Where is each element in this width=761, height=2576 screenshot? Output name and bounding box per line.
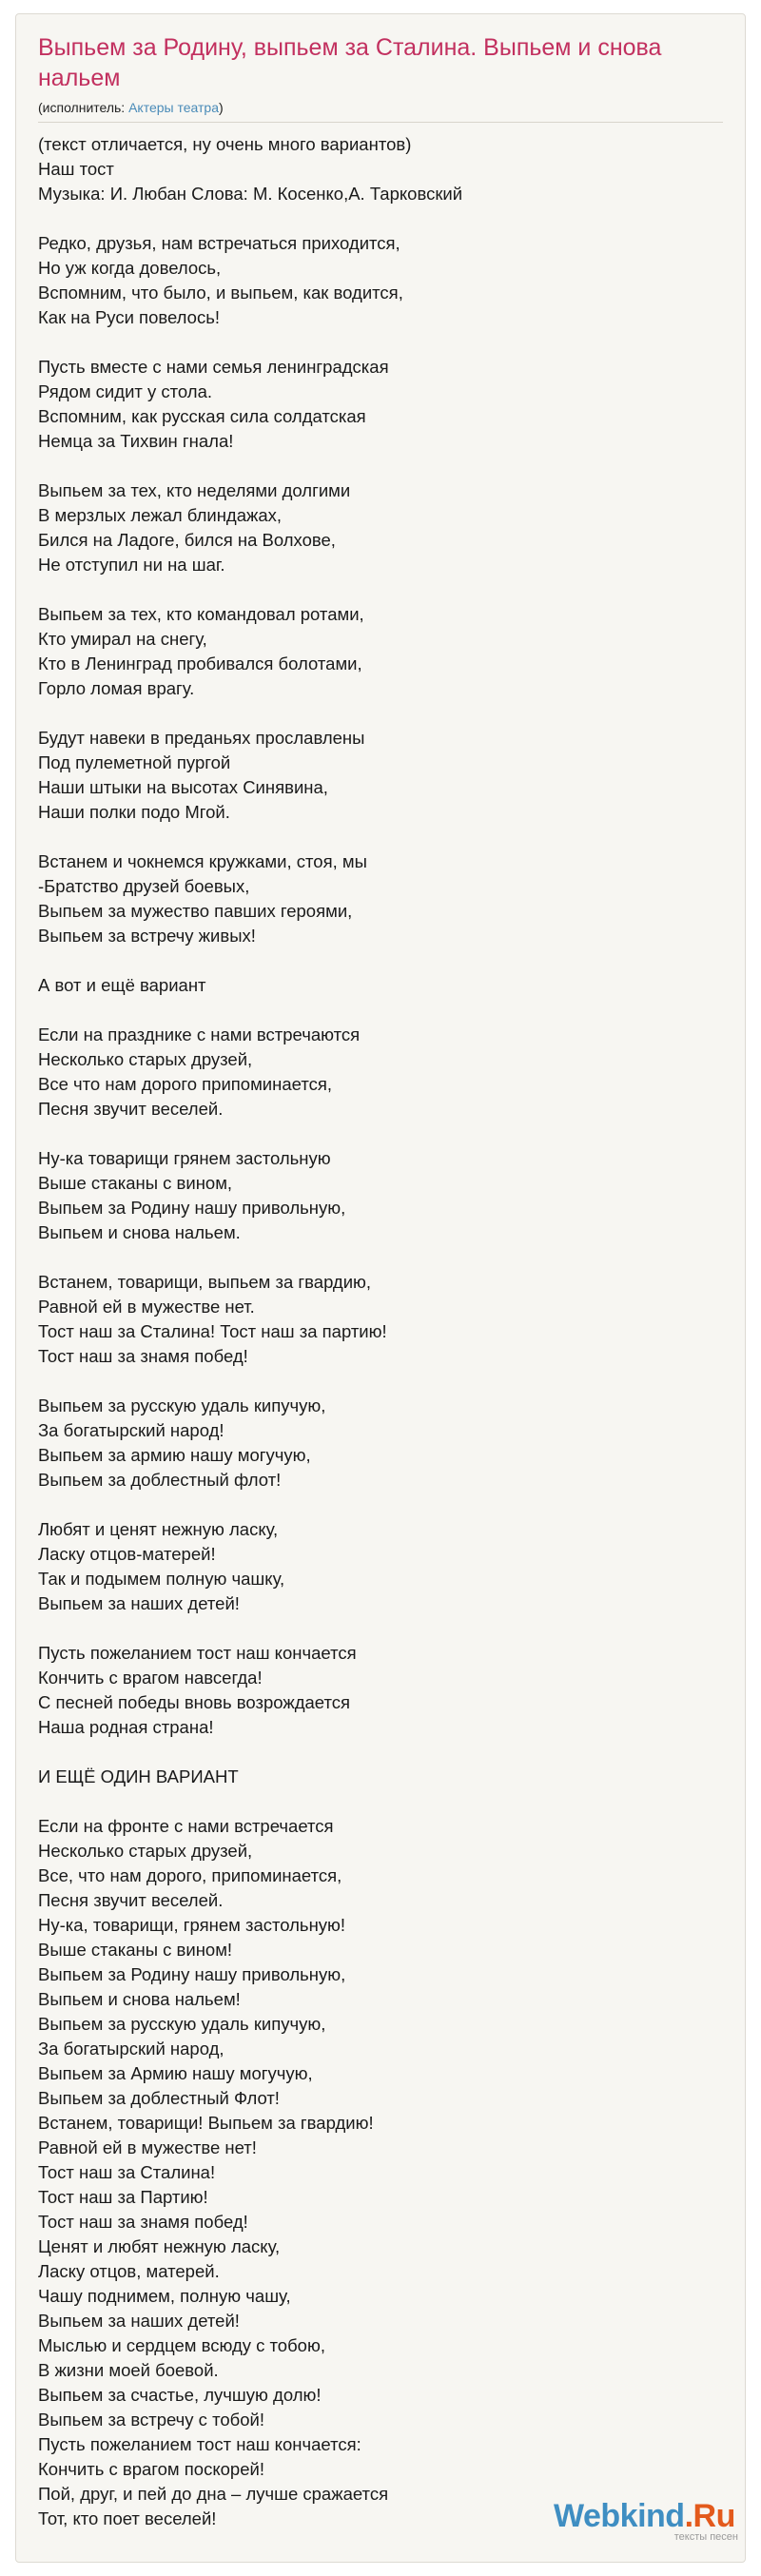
lyric-line: (текст отличается, ну очень много вариантов) [38,134,412,154]
lyric-line: Выпьем за мужество павших героями, [38,901,353,921]
lyric-line: Ласку отцов, матерей. [38,2261,220,2281]
logo-web: Web [554,2498,620,2534]
lyric-line: Рядом сидит у стола. [38,381,213,401]
lyric-line: Бился на Ладоге, бился на Волхове, [38,530,336,550]
page-title: Выпьем за Родину, выпьем за Сталина. Выпьем и снова нальем [38,34,662,91]
lyric-line: Ценят и любят нежную ласку, [38,2236,281,2256]
lyric-line: Пусть вместе с нами семья ленинградская [38,357,389,377]
lyric-line: Выпьем за Родину нашу привольную, [38,1964,346,1984]
lyric-line: В мерзлых лежал блиндажах, [38,505,283,525]
logo-wordmark [554,2497,744,2535]
lyric-line: Пусть пожеланием тост наш кончается [38,1643,357,1663]
stanza-break [38,1369,723,1394]
lyric-line: Будут навеки в преданьях прославлены [38,728,365,748]
lyric-line: Не отступил ни на шаг. [38,555,225,575]
lyric-line: Выпьем за Армию нашу могучую, [38,2063,313,2083]
lyric-line: Все, что нам дорого, припоминается, [38,1865,342,1885]
lyric-line: Под пулеметной пургой [38,752,231,772]
lyric-line: Немца за Тихвин гнала! [38,431,234,451]
lyric-line: Выпьем за наших детей! [38,1593,240,1613]
stanza-break [38,1493,723,1517]
logo-tagline: тексты песен [673,2531,738,2543]
lyric-line: Ну-ка товарищи грянем застольную [38,1148,331,1168]
lyric-line: Выпьем и снова нальем. [38,1222,241,1242]
performer-link[interactable]: Актеры театра [128,100,219,115]
lyric-line: Выпьем и снова нальем! [38,1989,241,2009]
lyric-line: Тост наш за Сталина! [38,2162,216,2182]
lyric-line: Встанем, товарищи, выпьем за гвардию, [38,1272,372,1292]
lyric-line: Встанем и чокнемся кружками, стоя, мы [38,851,367,871]
lyric-line: Все что нам дорого припоминается, [38,1074,332,1094]
lyric-line: Наши полки подо Мгой. [38,802,230,822]
lyric-line: Мыслью и сердцем всюду с тобою, [38,2335,325,2355]
lyric-line: Выпьем за встречу с тобой! [38,2410,264,2430]
lyric-line: Как на Руси повелось! [38,307,220,327]
site-logo[interactable] [554,2497,744,2554]
lyric-line: Равной ей в мужестве нет. [38,1297,255,1317]
performer-prefix: (исполнитель: [38,100,129,115]
stanza-break [38,1245,723,1270]
stanza-break [38,948,723,973]
lyric-line: Вспомним, как русская сила солдатская [38,406,366,426]
lyric-line: Выпьем за тех, кто командовал ротами, [38,604,364,624]
lyric-line: Пой, друг, и пей до дна – лучше сражается [38,2484,389,2504]
stanza-break [38,825,723,849]
lyric-line: Но уж когда довелось, [38,258,222,278]
lyric-line: Песня звучит веселей. [38,1099,224,1119]
lyric-line: Выпьем за Родину нашу привольную, [38,1198,346,1218]
lyric-line: Если на празднике с нами встречаются [38,1025,361,1044]
lyric-line: За богатырский народ! [38,1420,224,1440]
lyric-line: Равной ей в мужестве нет! [38,2137,257,2157]
stanza-break [38,454,723,478]
stanza-break [38,577,723,602]
lyric-line: Наш тост [38,159,114,179]
stanza-break [38,330,723,355]
lyric-line: Чашу поднимем, полную чашу, [38,2286,291,2306]
stanza-break [38,701,723,726]
lyric-line: Пусть пожеланием тост наш кончается: [38,2434,361,2454]
lyric-line: Несколько старых друзей, [38,1841,253,1861]
lyric-line: -Братство друзей боевых, [38,876,250,896]
lyric-line: И ЕЩЁ ОДИН ВАРИАНТ [38,1766,239,1786]
lyric-line: Вспомним, что было, и выпьем, как водится, [38,283,403,302]
logo-kind: kind [619,2498,685,2534]
lyrics-content [38,32,723,2531]
lyric-line: В жизни моей боевой. [38,2360,219,2380]
lyric-line: Выпьем за русскую удаль кипучую, [38,2014,326,2034]
lyric-line: Ну-ка, товарищи, грянем застольную! [38,1915,346,1935]
lyric-line: Выпьем за доблестный флот! [38,1470,282,1490]
lyric-line: Наша родная страна! [38,1717,214,1737]
stanza-break [38,1616,723,1641]
lyric-line: Кто умирал на снегу, [38,629,207,649]
lyric-line: Кто в Ленинград пробивался болотами, [38,654,362,673]
stanza-break [38,206,723,231]
lyric-line: Встанем, товарищи! Выпьем за гвардию! [38,2113,374,2133]
lyric-line: Несколько старых друзей, [38,1049,253,1069]
logo-ru: Ru [693,2498,735,2534]
lyric-line: Ласку отцов-матерей! [38,1544,216,1564]
lyric-line: Горло ломая врагу. [38,678,195,698]
lyric-line: Выпьем за армию нашу могучую, [38,1445,311,1465]
stanza-break [38,1740,723,1765]
stanza-break [38,1122,723,1146]
lyric-line: Тот, кто поет веселей! [38,2508,217,2528]
lyric-line: Наши штыки на высотах Синявина, [38,777,328,797]
lyric-line: Кончить с врагом навсегда! [38,1668,263,1688]
lyric-line: Так и подымем полную чашку, [38,1569,285,1589]
performer-suffix: ) [219,100,224,115]
lyric-line: Тост наш за знамя побед! [38,2212,248,2232]
lyrics-text [38,132,723,2531]
stanza-break [38,1789,723,1814]
lyric-line: Редко, друзья, нам встречаться приходится, [38,233,400,253]
performer-line [38,99,723,116]
lyric-line: Выпьем за наших детей! [38,2311,240,2331]
lyric-line: Выпьем за встречу живых! [38,926,256,946]
lyric-line: За богатырский народ, [38,2039,224,2059]
title-divider [38,122,723,123]
lyric-line: Выше стаканы с вином! [38,1940,233,1960]
lyric-line: Тост наш за знамя побед! [38,1346,248,1366]
lyric-line: Песня звучит веселей. [38,1890,224,1910]
lyric-line: Тост наш за Сталина! Тост наш за партию! [38,1321,387,1341]
lyric-line: Выпьем за счастье, лучшую долю! [38,2385,322,2405]
lyric-line: Музыка: И. Любан Слова: М. Косенко,А. Тарковский [38,184,463,204]
lyric-line: Выпьем за доблестный Флот! [38,2088,280,2108]
lyric-line: Выше стаканы с вином, [38,1173,233,1193]
lyric-line: Если на фронте с нами встречается [38,1816,334,1836]
lyric-line: Любят и ценят нежную ласку, [38,1519,279,1539]
stanza-break [38,998,723,1023]
lyric-line: Выпьем за русскую удаль кипучую, [38,1395,326,1415]
lyric-line: С песней победы вновь возрождается [38,1692,351,1712]
lyric-line: Тост наш за Партию! [38,2187,208,2207]
lyric-line: Выпьем за тех, кто неделями долгими [38,480,351,500]
lyric-line: А вот и ещё вариант [38,975,206,995]
lyric-line: Кончить с врагом поскорей! [38,2459,264,2479]
logo-dot: . [684,2498,693,2534]
